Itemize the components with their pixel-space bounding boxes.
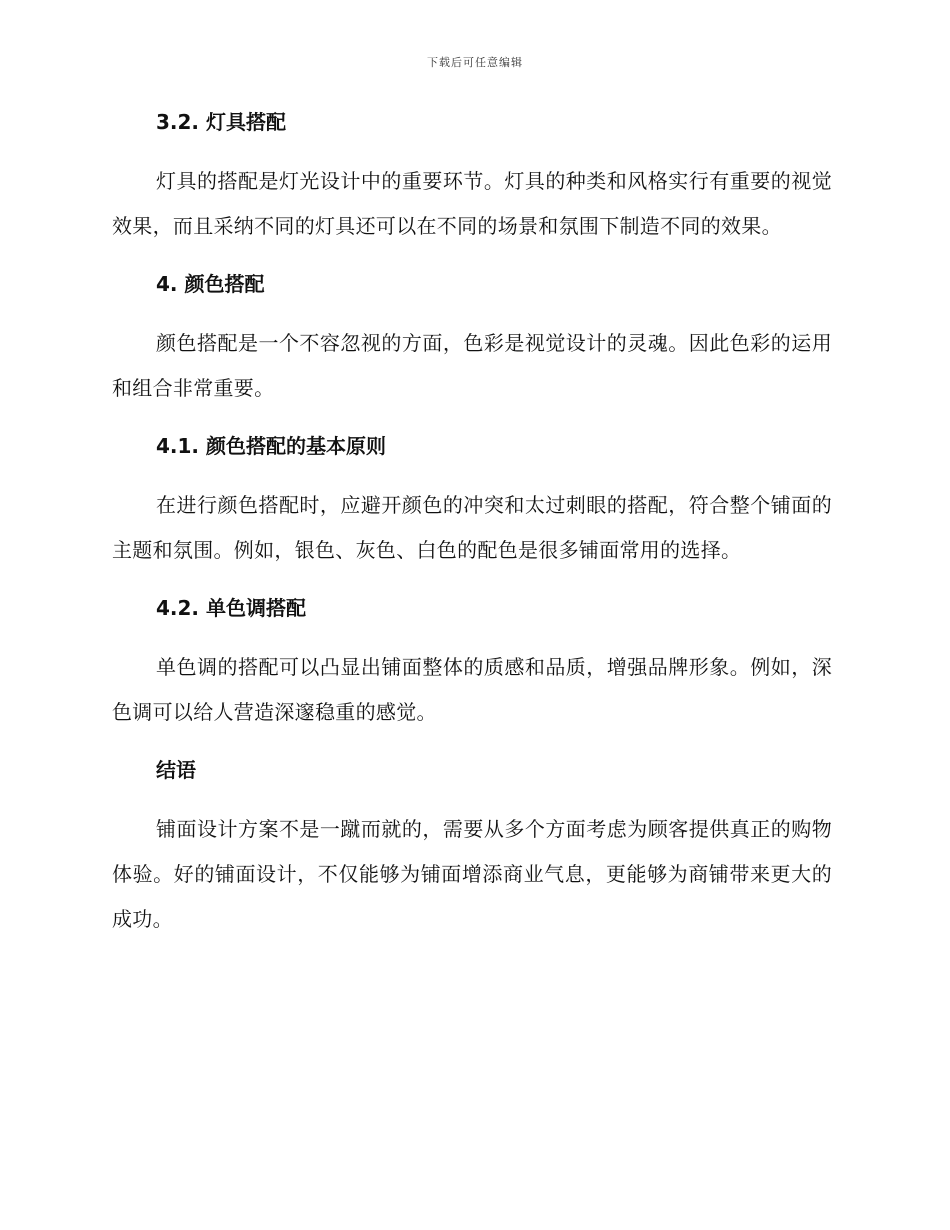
section-heading: 4. 颜色搭配: [156, 272, 265, 296]
section-paragraph: 颜色搭配是一个不容忽视的方面，色彩是视觉设计的灵魂。因此色彩的运用和组合非常重要。: [112, 331, 832, 400]
section-paragraph: 灯具的搭配是灯光设计中的重要环节。灯具的种类和风格实行有重要的视觉效果，而且采纳不同的灯具还可以在不同的场景和氛围下制造不同的效果。: [112, 169, 832, 238]
header-note: 下载后可任意编辑: [427, 56, 523, 69]
document-body: [112, 108, 832, 942]
section-heading: 4.2. 单色调搭配: [156, 596, 306, 620]
section-heading: 4.1. 颜色搭配的基本原则: [156, 434, 386, 458]
section-paragraph: 在进行颜色搭配时，应避开颜色的冲突和太过刺眼的搭配，符合整个铺面的主题和氛围。例如，银色、灰色、白色的配色是很多铺面常用的选择。: [112, 493, 832, 562]
section-paragraph: 单色调的搭配可以凸显出铺面整体的质感和品质，增强品牌形象。例如，深色调可以给人营造深邃稳重的感觉。: [112, 655, 832, 724]
section-heading: 结语: [156, 758, 196, 782]
section-paragraph: 铺面设计方案不是一蹴而就的，需要从多个方面考虑为顾客提供真正的购物体验。好的铺面设计，不仅能够为铺面增添商业气息，更能够为商铺带来更大的成功。: [112, 817, 832, 931]
section-heading: 3.2. 灯具搭配: [156, 110, 286, 134]
